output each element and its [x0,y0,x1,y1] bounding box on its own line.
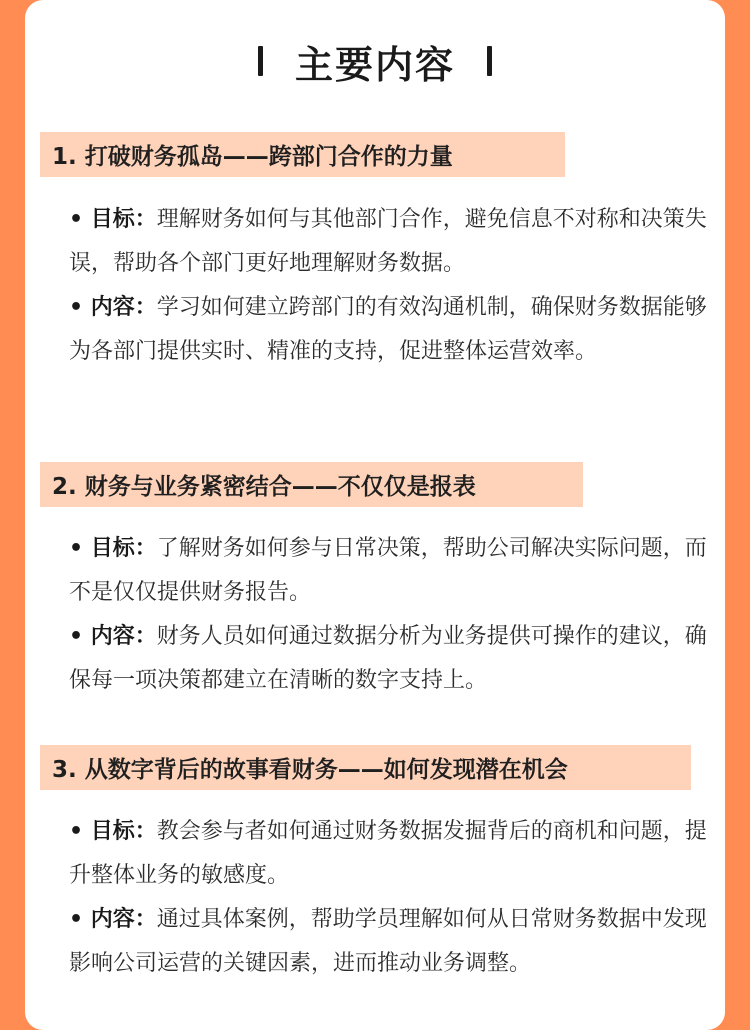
content-card [25,0,725,1030]
section-2-goal [69,527,709,615]
section-3-goal [69,810,709,898]
section-1-heading [40,132,565,177]
title-left-bar [258,46,263,76]
section-1-goal-text: 理解财务如何与其他部门合作，避免信息不对称和决策失误，帮助各个部门更好地理解财务数据。 [69,207,707,276]
page-title: 主要内容 [294,42,455,87]
title-right-bar [487,46,492,76]
section-1-content-label: • 内容： [69,295,157,320]
section-2-content [69,615,709,703]
section-2-content-text: 财务人员如何通过数据分析为业务提供可操作的建议，确保每一项决策都建立在清晰的数字支持上。 [69,624,707,693]
section-3-goal-text: 教会参与者如何通过财务数据发掘背后的商机和问题，提升整体业务的敏感度。 [69,819,707,888]
section-1-heading-text: 1. 打破财务孤岛——跨部门合作的力量 [52,144,453,170]
section-1-goal [69,198,709,286]
section-2-content-label: • 内容： [69,624,157,649]
section-3-content [69,898,709,986]
section-1-content-text: 学习如何建立跨部门的有效沟通机制，确保财务数据能够为各部门提供实时、精准的支持，促进整体运营效率。 [69,295,707,364]
section-2-goal-label: • 目标： [69,536,157,561]
section-1-content [69,286,709,374]
section-3-heading [40,745,691,790]
section-2-heading [40,462,583,507]
section-3-content-text: 通过具体案例，帮助学员理解如何从日常财务数据中发现影响公司运营的关键因素，进而推动业务调整。 [69,907,707,976]
section-2-goal-text: 了解财务如何参与日常决策，帮助公司解决实际问题，而不是仅仅提供财务报告。 [69,536,707,605]
section-3-content-label: • 内容： [69,907,157,932]
section-2-heading-text: 2. 财务与业务紧密结合——不仅仅是报表 [52,474,476,500]
section-1-goal-label: • 目标： [69,207,157,232]
section-3-heading-text: 3. 从数字背后的故事看财务——如何发现潜在机会 [52,757,568,783]
page-title-row [25,36,725,86]
section-3-goal-label: • 目标： [69,819,157,844]
